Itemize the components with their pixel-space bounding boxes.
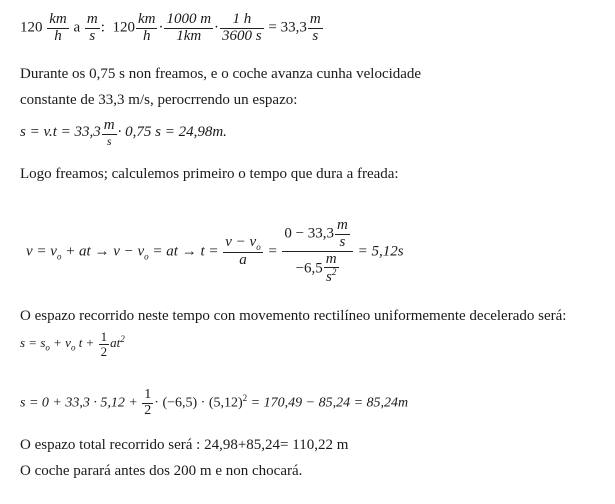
eq1-result-unit: $\frac{m}{s}$ [309,11,321,44]
eq1-lead: 120 [20,19,43,36]
eq1-value: 120 [112,19,135,36]
paragraph-braking-intro: Logo freamos; calculemos primeiro o tempo que dura a freada: [20,166,399,182]
equation-distance-reaction: s = v.t = 33,3 $\frac{m}{s}$ · 0,75 s = 24,98m. [20,117,227,148]
eq1-frac-kmh: $\frac{km}{h}$ [137,11,156,44]
equation-braking-time: $v = v_o$ + at → $v - v_o$ = at → t = $\frac{v - v_o}{a}$ = 0 − 33,3 $\frac{m}{s}$ −6,5 $\frac{m}{s^2}$ = 5,12s [26,217,404,286]
eq1-a-word: a [73,19,81,36]
eq3-frac-values: 0 − 33,3 $\frac{m}{s}$ −6,5 $\frac{m}{s^2}$ [282,218,353,286]
eq2-unit: $\frac{m}{s}$ [103,117,115,148]
eq1-unit-kmh: $\frac{km}{h}$ [49,11,67,44]
eq1-result: = 33,3 [268,19,307,36]
eq1-frac-km-m: $\frac{1000 m}{1km}$ [166,11,212,44]
paragraph-decelerated-motion: O espazo recorrido neste tempo con movemento rectilíneo uniformemente decelerado será: [20,308,567,324]
eq5-half: $\frac{1}{2}$ [144,387,152,418]
eq1-frac-h-s: $\frac{1 h}{3600 s}$ [222,11,262,44]
equation-unit-conversion: 120 $\frac{km}{h}$ a $\frac{m}{s}$ : 120 $\frac{km}{h}$ · $\frac{1000 m}{1km}$ · $\frac{1 h}{3600 s}$ = 33,3 $\frac{m}{s}$ [20,11,321,44]
paragraph-conclusion: O coche parará antes dos 200 m e non chocará. [20,463,303,479]
eq4-half: $\frac{1}{2}$ [100,329,108,359]
paragraph-total-distance: O espazo total recorrido será : 24,98+85,24= 110,22 m [20,437,349,453]
eq3-frac-time: $\frac{v - v_o}{a}$ [225,233,261,269]
paragraph-constant-speed-line1: Durante os 0,75 s non freamos, e o coche avanza cunha velocidade [20,66,422,82]
equation-braking-distance: s = 0 + 33,3 · 5,12 + $\frac{1}{2}$ · $(-6,5) \cdot (5,12)^2 = 170,49 - 85,24 = 85,24m$ [20,387,409,418]
eq1-unit-ms: $\frac{m}{s}$ [86,11,98,44]
paragraph-constant-speed-line2: constante de 33,3 m/s, perocrrendo un espazo: [20,92,298,108]
eq1-colon: : [100,19,105,36]
equation-position-formula: $s = s_o + v_o$ t + $\frac{1}{2}$ $at^2$ [20,329,125,359]
